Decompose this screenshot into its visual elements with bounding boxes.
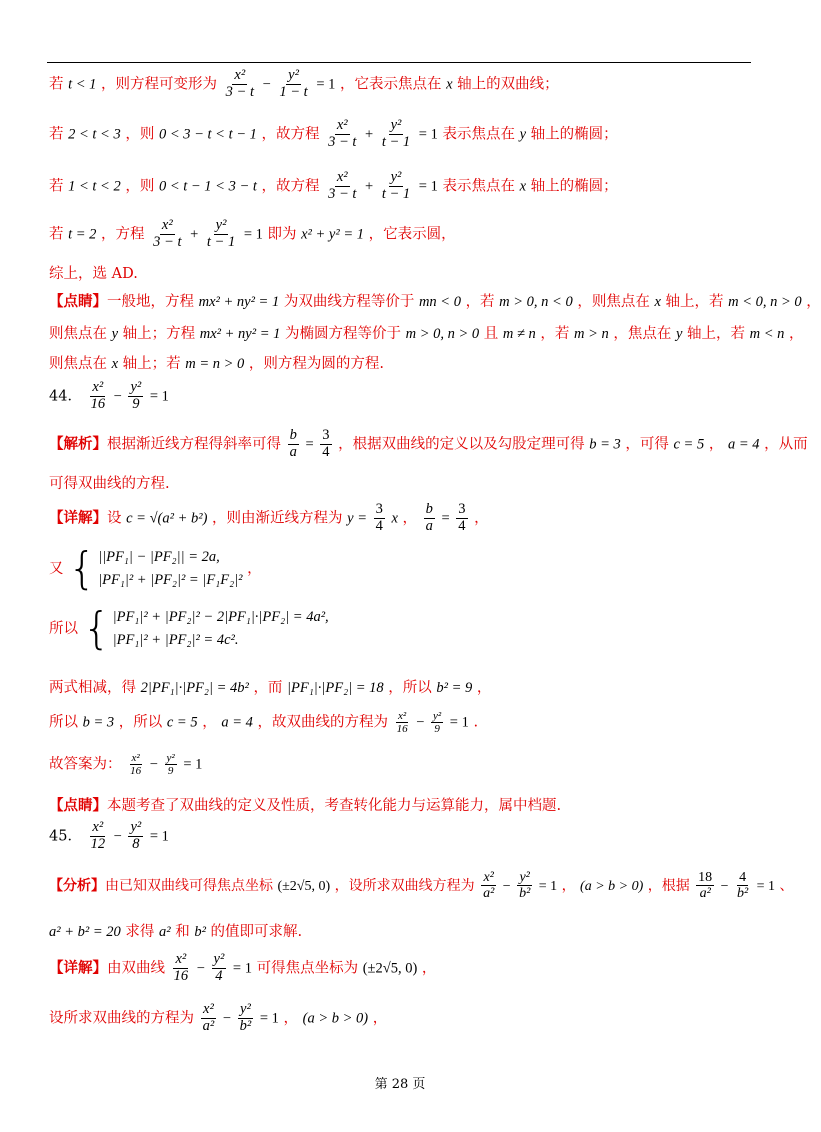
equation-row: |PF₁|² + |PF₂|² − 2|PF₁|·|PF₂| = 4a², [112, 609, 329, 625]
math-operator: − [196, 960, 205, 977]
math-inline: a² + b² = 20 [49, 924, 121, 940]
fraction: $\frac{\text{x²}}{16}$ [130, 752, 142, 778]
text-segment: ，则由渐近线方程为 [212, 510, 343, 527]
text-segment: 本题考查了双曲线的定义及性质，考查转化能力与运算能力，属中档题. [107, 798, 562, 814]
text-segment: ，可得 [625, 436, 669, 453]
math-operator: − [149, 756, 158, 773]
text-segment: ，则方程可变形为 [101, 76, 218, 93]
text-segment: 根据渐近线方程得斜率可得 [107, 436, 281, 453]
math-inline: m ≠ n [502, 326, 536, 342]
math-operator: − [416, 714, 425, 731]
math-equals: = 1 [418, 178, 438, 195]
math-inline: mx² + ny² = 1 [198, 294, 280, 310]
text-segment: ，方程 [101, 226, 145, 243]
text-segment: 轴上的椭圆； [530, 126, 618, 143]
math-inline: x [111, 356, 119, 372]
math-equals: = 1 [538, 878, 558, 894]
section-tag: 【详解】 [49, 509, 107, 527]
text-segment: . [473, 714, 479, 731]
text-segment: 为双曲线方程等价于 [283, 294, 415, 310]
text-line [49, 170, 618, 203]
page-footer: 第 28 页 [374, 1077, 426, 1092]
math-inline: mn < 0 [418, 294, 461, 310]
text-line [49, 543, 262, 595]
text-segment: ，故双曲线的方程为 [257, 714, 388, 731]
math-inline: b = 3 [82, 714, 115, 731]
text-line [49, 710, 478, 735]
fraction: $\frac{b}{a}$ [425, 501, 433, 534]
fraction: $\frac{3}{4}$ [458, 501, 466, 534]
text-line [49, 262, 138, 283]
text-segment: ，设所求双曲线方程为 [334, 877, 475, 894]
fraction: $\frac{\text{y²}}{8}$ [130, 819, 142, 852]
problem-number: 45． [49, 828, 82, 845]
text-segment: ， [561, 877, 576, 894]
math-inline: 0 < t − 1 < 3 − t [158, 178, 257, 195]
text-segment: 由已知双曲线可得焦点坐标 [105, 877, 273, 894]
math-operator: − [113, 828, 122, 845]
math-inline: y [519, 126, 526, 143]
math-inline: x² + y² = 1 [301, 226, 364, 243]
text-segment: 由双曲线 [107, 960, 165, 977]
fraction: $\frac{\text{x²}}{3 - t}$ [328, 169, 357, 202]
fraction: $\frac{3}{4}$ [375, 501, 383, 534]
math-inline: m = n > 0 [185, 356, 245, 372]
text-segment: 表示焦点在 [442, 126, 515, 143]
math-inline: (±2√5, 0) [362, 960, 418, 977]
text-segment: ，若 [465, 294, 495, 310]
problem-number: 44． [49, 388, 82, 405]
text-segment: 若 [49, 76, 64, 93]
fraction: $\frac{b}{a}$ [289, 427, 297, 460]
fraction: $\frac{18}{\text{a²}}$ [698, 870, 713, 902]
text-segment: ，所以 [388, 680, 432, 696]
text-segment: 轴上，若 [665, 294, 724, 310]
text-line [49, 352, 384, 373]
math-inline: t = 2 [68, 226, 97, 243]
text-line [49, 794, 561, 815]
math-equals: = 1 [243, 226, 263, 243]
text-segment: ，则方程为圆的方程. [248, 356, 385, 372]
equation-row: |PF₁|² + |PF₂|² = 4c². [112, 632, 239, 649]
math-operator: + [190, 226, 199, 243]
text-segment: 可得焦点坐标为 [256, 960, 359, 977]
math-equals: = 1 [149, 388, 169, 405]
text-segment: ， [421, 960, 437, 977]
math-inline: a = 4 [221, 714, 253, 731]
text-segment: ，从而 [764, 436, 808, 453]
math-inline: a² [158, 924, 171, 940]
fraction: $\frac{\text{y²}}{9}$ [166, 752, 175, 778]
fraction: $\frac{\text{y²}}{1 - t}$ [279, 67, 308, 100]
fraction: $\frac{\text{y²}}{t - 1}$ [381, 117, 411, 150]
math-inline: x [519, 178, 526, 195]
text-segment: ，故方程 [261, 126, 320, 143]
math-equals: = [305, 436, 314, 453]
math-inline: m < n [749, 326, 785, 342]
text-segment: ，它表示焦点在 [340, 76, 442, 93]
text-line [49, 1002, 387, 1035]
text-segment: 又 [49, 561, 64, 578]
fraction: $\frac{\text{x²}}{16}$ [173, 951, 189, 984]
text-line [49, 322, 804, 343]
answer-line [49, 820, 169, 853]
fraction: $\frac{\text{x²}}{16}$ [396, 710, 408, 736]
math-inline: 0 < 3 − t < t − 1 [158, 126, 257, 143]
section-tag: 【解析】 [49, 435, 107, 453]
text-segment: 求得 [125, 924, 155, 940]
section-tag: 【点睛】 [49, 293, 107, 310]
math-inline: b² = 9 [436, 680, 473, 696]
text-segment: 设所求双曲线的方程为 [49, 1010, 194, 1027]
text-line [49, 68, 559, 101]
math-inline: m < 0, n > 0 [728, 294, 802, 310]
text-segment: ， [283, 1010, 299, 1027]
fraction: $\frac{\text{y²}}{\text{b²}}$ [519, 870, 531, 902]
fraction: $\frac{\text{y²}}{t - 1}$ [206, 217, 236, 250]
math-operator: − [720, 878, 729, 894]
math-inline: |PF₁|·|PF₂| = 18 [287, 680, 384, 696]
fraction: $\frac{\text{y²}}{9}$ [433, 710, 442, 736]
text-segment: ， [247, 561, 262, 578]
text-segment: 设 [107, 510, 122, 527]
text-segment: 的值即可求解. [210, 924, 303, 940]
text-segment: 一般地，方程 [107, 294, 194, 310]
text-segment: 为椭圆方程等价于 [284, 326, 401, 342]
equation-system: { |PF₁|² + |PF₂|² − 2|PF₁|·|PF₂| = 4a², |PF₁|² + |PF₂|² = 4c². [82, 603, 329, 655]
text-segment: 轴上；方程 [122, 326, 196, 342]
math-operator: − [502, 878, 511, 894]
math-equals: = [441, 510, 450, 527]
text-segment: 和 [175, 924, 190, 940]
math-equals: = 1 [232, 960, 252, 977]
math-equals: = 1 [183, 756, 203, 773]
math-inline: c = 5 [673, 436, 705, 453]
math-equals: = 1 [756, 878, 776, 894]
text-segment: ， [474, 510, 489, 527]
math-inline: y = [347, 510, 368, 527]
text-segment: 且 [483, 326, 499, 342]
section-tag: 【分析】 [49, 877, 105, 894]
math-inline: m > 0, n < 0 [499, 294, 573, 310]
math-inline: c = √(a² + b²) [126, 510, 208, 527]
text-segment: 两式相减，得 [49, 680, 136, 696]
math-inline: (±2√5, 0) [277, 878, 331, 894]
text-segment: 可得双曲线的方程. [49, 476, 170, 492]
text-segment: 则焦点在 [49, 326, 107, 342]
math-equals: = 1 [259, 1010, 279, 1027]
text-segment: ，则 [125, 126, 155, 143]
text-line [49, 428, 808, 461]
text-segment: 所以 [49, 714, 78, 731]
text-segment: ， [789, 326, 804, 342]
fraction: $\frac{\text{x²}}{16}$ [90, 379, 106, 412]
math-inline: (a > b > 0) [580, 878, 644, 894]
math-operator: − [262, 76, 271, 93]
equation-row: ||PF₁| − |PF₂|| = 2a, [98, 549, 220, 565]
text-segment: ， [402, 510, 418, 527]
text-segment: ， [476, 680, 492, 696]
text-segment: ，焦点在 [613, 326, 672, 342]
math-inline: y [676, 326, 683, 342]
answer-line [49, 380, 169, 413]
math-inline: c = 5 [166, 714, 198, 731]
fraction: $\frac{\text{x²}}{\text{a²}}$ [202, 1001, 215, 1034]
section-tag: 【点睛】 [49, 797, 107, 814]
text-segment: ， [202, 714, 217, 731]
text-segment: ， [806, 294, 821, 310]
math-inline: 2|PF₁|·|PF₂| = 4b² [140, 680, 249, 696]
text-segment: ，则焦点在 [577, 294, 650, 310]
math-inline: (a > b > 0) [302, 1010, 369, 1027]
math-equals: = 1 [449, 714, 469, 731]
fraction: $\frac{\text{x²}}{3 - t}$ [153, 217, 182, 250]
equation-row: |PF₁|² + |PF₂|² = |F₁F₂|² [98, 572, 243, 589]
math-inline: 1 < t < 2 [68, 178, 121, 195]
math-inline: mx² + ny² = 1 [199, 326, 281, 342]
header-rule [47, 62, 751, 63]
text-segment: 若 [49, 126, 64, 143]
text-segment: 轴上的双曲线； [457, 76, 559, 93]
text-line [49, 752, 202, 777]
text-line [49, 472, 170, 493]
text-segment: 所以 [49, 621, 78, 638]
fraction: $\frac{\text{y²}}{9}$ [130, 379, 142, 412]
fraction: $\frac{4}{\text{b²}}$ [736, 870, 749, 902]
text-segment: ，它表示圆， [368, 226, 456, 243]
text-segment: ，若 [540, 326, 570, 342]
math-operator: + [365, 126, 374, 143]
math-inline: x [654, 294, 661, 310]
text-segment: 若 [49, 226, 64, 243]
text-segment: 即为 [267, 226, 297, 243]
math-inline: m > 0, n > 0 [405, 326, 480, 342]
text-line [49, 870, 794, 902]
math-inline: b² [194, 924, 206, 940]
text-line [49, 290, 821, 311]
text-line [49, 676, 491, 697]
math-equals: = 1 [149, 828, 169, 845]
text-line [49, 952, 436, 985]
text-segment: ，根据 [647, 877, 690, 894]
math-inline: t < 1 [68, 76, 97, 93]
text-segment: ，而 [253, 680, 283, 696]
math-equals: = 1 [418, 126, 438, 143]
text-segment: 则焦点在 [49, 356, 107, 372]
math-operator: + [365, 178, 374, 195]
text-segment: 轴上的椭圆； [530, 178, 618, 195]
text-line [49, 118, 618, 151]
math-inline: x [446, 76, 453, 93]
fraction: $\frac{\text{x²}}{3 - t}$ [328, 117, 357, 150]
text-segment: 轴上；若 [122, 356, 181, 372]
section-tag: 【详解】 [49, 959, 107, 977]
text-line [49, 218, 456, 251]
text-segment: ，所以 [118, 714, 163, 731]
math-operator: − [222, 1010, 232, 1027]
fraction: $\frac{\text{y²}}{t - 1}$ [381, 169, 411, 202]
fraction: $\frac{\text{y²}}{\text{b²}}$ [239, 1001, 252, 1034]
text-segment: 综上，选 AD. [49, 266, 138, 282]
text-segment: ，故方程 [261, 178, 320, 195]
math-inline: 2 < t < 3 [68, 126, 121, 143]
math-equals: = 1 [316, 76, 336, 93]
fraction: $\frac{\text{x²}}{3 - t}$ [225, 67, 254, 100]
text-line [49, 603, 329, 655]
fraction: $\frac{\text{x²}}{12}$ [90, 819, 106, 852]
math-inline: m > n [574, 326, 609, 342]
text-line [49, 502, 489, 535]
math-operator: − [113, 388, 122, 405]
text-segment: ， [372, 1010, 388, 1027]
text-segment: ，根据双曲线的定义以及勾股定理可得 [338, 436, 585, 453]
text-segment: 、 [779, 877, 794, 894]
fraction: $\frac{\text{y²}}{4}$ [213, 951, 225, 984]
text-segment: ， [708, 436, 724, 453]
fraction: $\frac{3}{4}$ [322, 427, 330, 460]
equation-system: { ||PF₁| − |PF₂|| = 2a, |PF₁|² + |PF₂|² = |F₁F₂|² [68, 543, 243, 595]
text-line [49, 920, 302, 941]
math-inline: b = 3 [589, 436, 621, 453]
text-segment: ，则 [125, 178, 155, 195]
math-inline: a = 4 [727, 436, 760, 453]
text-segment: 若 [49, 178, 64, 195]
text-segment: 轴上，若 [687, 326, 746, 342]
math-inline: y [111, 326, 119, 342]
fraction: $\frac{\text{x²}}{\text{a²}}$ [483, 870, 495, 902]
text-segment: 故答案为： [49, 756, 122, 773]
math-inline: x [391, 510, 398, 527]
text-segment: 表示焦点在 [442, 178, 515, 195]
